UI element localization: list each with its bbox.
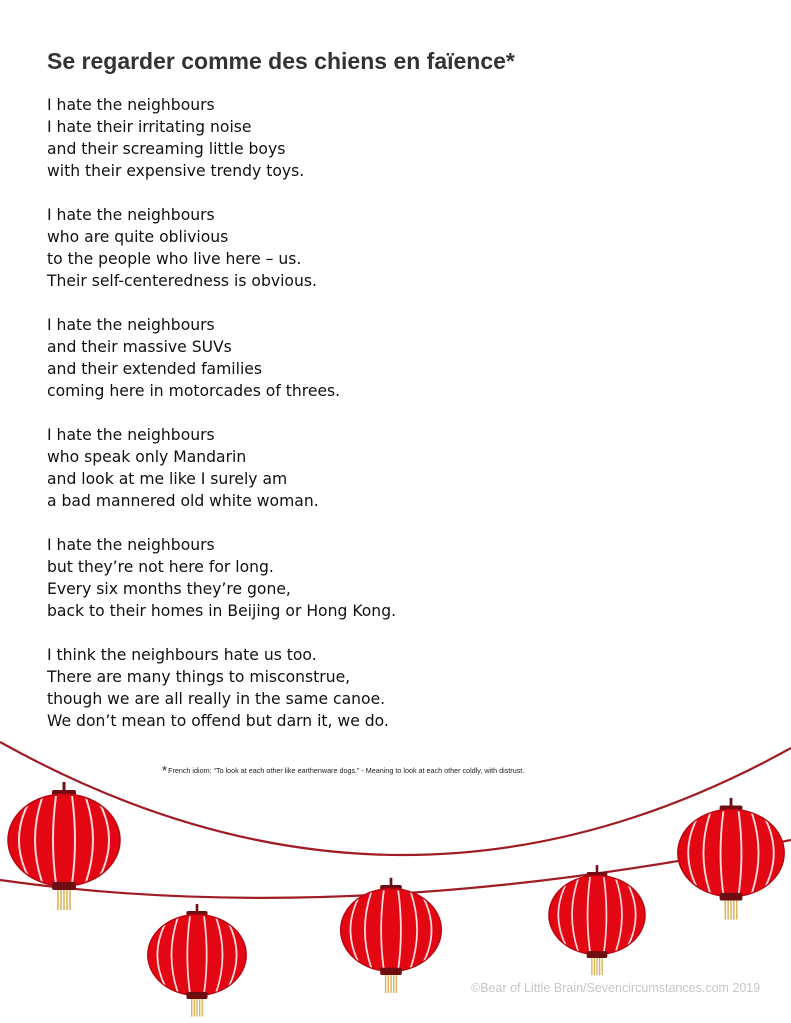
stanza-2	[47, 204, 667, 292]
poem-line: but they’re not here for long.	[47, 558, 274, 576]
poem-line: with their expensive trendy toys.	[47, 162, 305, 180]
poem-line: There are many things to misconstrue,	[47, 668, 351, 686]
stanza-1	[47, 94, 667, 182]
poem-line: Their self-centeredness is obvious.	[47, 272, 317, 290]
footnote	[162, 761, 524, 776]
poem-title: Se regarder comme des chiens en faïence*	[47, 48, 515, 74]
poem-line: We don’t mean to offend but darn it, we do.	[47, 712, 389, 730]
poem-line: I hate the neighbours	[47, 536, 215, 554]
footnote-text: French idiom: “To look at each other like earthenware dogs.” - Meaning to look at each other coldly, with distrust.	[168, 766, 525, 775]
poem-line: who speak only Mandarin	[47, 448, 247, 466]
poem-line: to the people who live here – us.	[47, 250, 302, 268]
stanza-5	[47, 534, 667, 622]
stanza-6	[47, 644, 667, 732]
poem-line: though we are all really in the same canoe.	[47, 690, 386, 708]
poem-line: Every six months they’re gone,	[47, 580, 291, 598]
lantern-4	[549, 865, 645, 975]
poem-line: I hate the neighbours	[47, 316, 215, 334]
poem-line: I hate the neighbours	[47, 426, 215, 444]
stanza-4	[47, 424, 667, 512]
poem-line: and their massive SUVs	[47, 338, 232, 356]
lantern-2	[148, 904, 247, 1017]
poem-line: I hate the neighbours	[47, 206, 215, 224]
copyright-notice: ©Bear of Little Brain/Sevencircumstances.com 2019	[471, 981, 761, 995]
poem-line: and look at me like I surely am	[47, 470, 288, 488]
lantern-5	[678, 798, 784, 920]
footnote-marker: *	[162, 763, 168, 778]
poem-line: I think the neighbours hate us too.	[47, 646, 317, 664]
poem-line: who are quite oblivious	[47, 228, 229, 246]
stanza-3	[47, 314, 667, 402]
poem-line: coming here in motorcades of threes.	[47, 382, 341, 400]
poem-line: back to their homes in Beijing or Hong Kong.	[47, 602, 397, 620]
poem-line: I hate the neighbours	[47, 96, 215, 114]
poem-line: a bad mannered old white woman.	[47, 492, 319, 510]
poem-line: I hate their irritating noise	[47, 118, 252, 136]
poem-body	[47, 94, 667, 754]
poem-line: and their extended families	[47, 360, 263, 378]
poem-line: and their screaming little boys	[47, 140, 286, 158]
